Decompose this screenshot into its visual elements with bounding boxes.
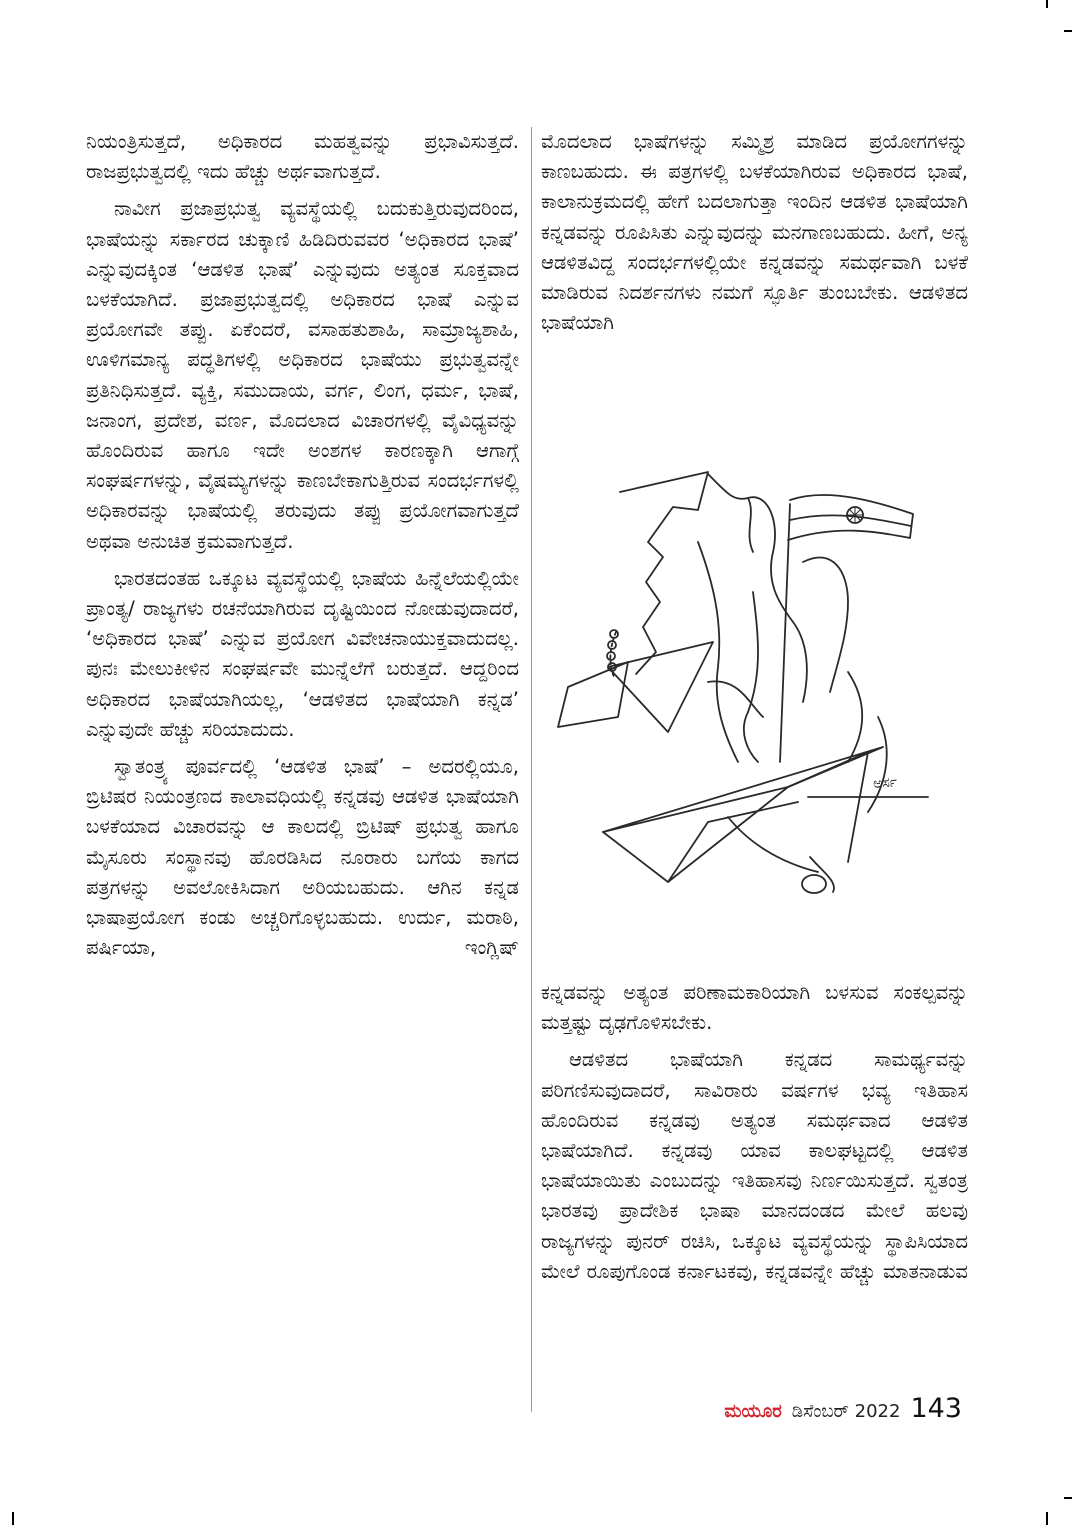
paragraph: ಭಾರತದಂತಹ ಒಕ್ಕೂಟ ವ್ಯವಸ್ಥೆಯಲ್ಲಿ ಭಾಷೆಯ ಹಿನ್ನೆಲೆಯಲ್ಲಿಯೇ ಪ್ರಾಂತ್ಯ/ ರಾಜ್ಯಗಳು ರಚನೆಯಾಗಿರುವ ದೃಷ್ಟಿಯಿಂದ ನೋಡುವುದಾದರೆ, ‘ಅಧಿಕಾರದ ಭಾಷೆ’ ಎನ್ನುವ ಪ್ರಯೋಗ ವಿವೇಚನಾಯುಕ್ತವಾದುದಲ್ಲ. ಪುನಃ ಮೇಲುಕೀಳಿನ ಸಂಘರ್ಷವೇ ಮುನ್ನೆಲೆಗೆ ಬರುತ್ತದೆ. ಆದ್ದರಿಂದ ಅಧಿಕಾರದ ಭಾಷೆಯಾಗಿಯಲ್ಲ, ‘ಆಡಳಿತದ ಭಾಷೆಯಾಗಿ ಕನ್ನಡ’ ಎನ್ನುವುದೇ ಹೆಚ್ಚು ಸರಿಯಾದುದು. [86, 566, 519, 741]
paragraph: ಕನ್ನಡವನ್ನು ಅತ್ಯಂತ ಪರಿಣಾಮಕಾರಿಯಾಗಿ ಬಳಸುವ ಸಂಕಲ್ಪವನ್ನು ಮತ್ತಷ್ಟು ದೃಢಗೊಳಿಸಬೇಕು. [541, 981, 968, 1035]
article-column-right-bottom [541, 978, 968, 1287]
page-number: 143 [910, 1393, 962, 1424]
issue-date: ಡಿಸೆಂಬರ್ 2022 [791, 1401, 901, 1422]
crop-mark [1046, 0, 1048, 8]
flag-pole [780, 504, 790, 762]
crop-mark [1064, 30, 1072, 32]
crop-mark [1064, 1497, 1072, 1499]
article-column-left [86, 127, 519, 963]
paragraph: ಮೊದಲಾದ ಭಾಷೆಗಳನ್ನು ಸಮ್ಮಿಶ್ರ ಮಾಡಿದ ಪ್ರಯೋಗಗಳನ್ನು ಕಾಣಬಹುದು. ಈ ಪತ್ರಗಳಲ್ಲಿ ಬಳಕೆಯಾಗಿರುವ ಅಧಿಕಾರದ ಭಾಷೆ, ಕಾಲಾನುಕ್ರಮದಲ್ಲಿ ಹೇಗೆ ಬದಲಾಗುತ್ತಾ ಇಂದಿನ ಆಡಳಿತ ಭಾಷೆಯಾಗಿ ಕನ್ನಡವನ್ನು ರೂಪಿಸಿತು ಎನ್ನುವುದನ್ನು ಮನಗಾಣಬಹುದು. ಹೀಗೆ, ಅನ್ಯ ಆಡಳಿತವಿದ್ದ ಸಂದರ್ಭಗಳಲ್ಲಿಯೇ ಕನ್ನಡವನ್ನು ಸಮರ್ಥವಾಗಿ ಬಳಕೆ ಮಾಡಿರುವ ನಿದರ್ಶನಗಳು ನಮಗೆ ಸ್ಫೂರ್ತಿ ತುಂಬಬೇಕು. ಆಡಳಿತದ ಭಾಷೆಯಾಗಿ [541, 130, 968, 335]
paragraph: ಆಡಳಿತದ ಭಾಷೆಯಾಗಿ ಕನ್ನಡದ ಸಾಮರ್ಥ್ಯವನ್ನು ಪರಿಗಣಿಸುವುದಾದರೆ, ಸಾವಿರಾರು ವರ್ಷಗಳ ಭವ್ಯ ಇತಿಹಾಸ ಹೊಂದಿರುವ ಕನ್ನಡವು ಅತ್ಯಂತ ಸಮರ್ಥವಾದ ಆಡಳಿತ ಭಾಷೆಯಾಗಿದೆ. ಕನ್ನಡವು ಯಾವ ಕಾಲಘಟ್ಟದಲ್ಲಿ ಆಡಳಿತ ಭಾಷೆಯಾಯಿತು ಎಂಬುದನ್ನು ಇತಿಹಾಸವು ನಿರ್ಣಯಿಸುತ್ತದೆ. ಸ್ವತಂತ್ರ ಭಾರತವು ಪ್ರಾದೇಶಿಕ ಭಾಷಾ ಮಾನದಂಡದ ಮೇಲೆ ಹಲವು ರಾಜ್ಯಗಳನ್ನು ಪುನರ್ ರಚಿಸಿ, ಒಕ್ಕೂಟ ವ್ಯವಸ್ಥೆಯನ್ನು ಸ್ಥಾಪಿಸಿಯಾದ ಮೇಲೆ ರೂಪುಗೊಂಡ ಕರ್ನಾಟಕವು, ಕನ್ನಡವನ್ನೇ ಹೆಚ್ಚು ಮಾತನಾಡುವ [541, 1048, 968, 1283]
paper-plane [603, 747, 883, 832]
article-column-right-top [541, 127, 968, 338]
sketch-outline [620, 472, 708, 674]
artist-signature: ಅರ್ಸ [872, 774, 898, 793]
paragraph: ನಾವೀಗ ಪ್ರಜಾಪ್ರಭುತ್ವ ವ್ಯವಸ್ಥೆಯಲ್ಲಿ ಬದುಕುತ್ತಿರುವುದರಿಂದ, ಭಾಷೆಯನ್ನು ಸರ್ಕಾರದ ಚುಕ್ಕಾಣಿ ಹಿಡಿದಿರುವವರ ‘ಅಧಿಕಾರದ ಭಾಷೆ’ ಎನ್ನುವುದಕ್ಕಿಂತ ‘ಆಡಳಿತ ಭಾಷೆ’ ಎನ್ನುವುದು ಅತ್ಯಂತ ಸೂಕ್ತವಾದ ಬಳಕೆಯಾಗಿದೆ. ಪ್ರಜಾಪ್ರಭುತ್ವದಲ್ಲಿ ಅಧಿಕಾರದ ಭಾಷೆ ಎನ್ನುವ ಪ್ರಯೋಗವೇ ತಪ್ಪು. ಏಕೆಂದರೆ, ವಸಾಹತುಶಾಹಿ, ಸಾಮ್ರಾಜ್ಯಶಾಹಿ, ಊಳಿಗಮಾನ್ಯ ಪದ್ಧತಿಗಳಲ್ಲಿ ಅಧಿಕಾರದ ಭಾಷೆಯು ಪ್ರಭುತ್ವವನ್ನೇ ಪ್ರತಿನಿಧಿಸುತ್ತದೆ. ವ್ಯಕ್ತಿ, ಸಮುದಾಯ, ವರ್ಗ, ಲಿಂಗ, ಧರ್ಮ, ಭಾಷೆ, ಜನಾಂಗ, ಪ್ರದೇಶ, ವರ್ಣ, ಮೊದಲಾದ ವಿಚಾರಗಳಲ್ಲಿ ವೈವಿಧ್ಯವನ್ನು ಹೊಂದಿರುವ ಹಾಗೂ ಇದೇ ಅಂಶಗಳ ಕಾರಣಕ್ಕಾಗಿ ಆಗಾಗ್ಗೆ ಸಂಘರ್ಷಗಳನ್ನು, ವೈಷಮ್ಯಗಳನ್ನು ಕಾಣಬೇಕಾಗುತ್ತಿರುವ ಸಂದರ್ಭಗಳಲ್ಲಿ ಅಧಿಕಾರವನ್ನು ಭಾಷೆಯಲ್ಲಿ ತರುವುದು ತಪ್ಪು ಪ್ರಯೋಗವಾಗುತ್ತದೆ ಅಥವಾ ಅನುಚಿತ ಕ್ರಮವಾಗುತ್ತದೆ. [86, 197, 519, 553]
column-divider [531, 127, 532, 1412]
paragraph: ನಿಯಂತ್ರಿಸುತ್ತದೆ, ಅಧಿಕಾರದ ಮಹತ್ವವನ್ನು ಪ್ರಭಾವಿಸುತ್ತದೆ. ರಾಜಪ್ರಭುತ್ವದಲ್ಲಿ ಇದು ಹೆಚ್ಚು ಅರ್ಥವಾಗುತ್ತದೆ. [86, 130, 519, 184]
crop-mark [1046, 1512, 1048, 1525]
crop-mark [12, 1512, 14, 1525]
page-footer [724, 1393, 962, 1427]
magazine-name: ಮಯೂರ [724, 1401, 782, 1422]
freedom-fighter-sketch [548, 462, 958, 962]
paragraph: ಸ್ವಾತಂತ್ರ್ಯ ಪೂರ್ವದಲ್ಲಿ ‘ಆಡಳಿತ ಭಾಷೆ’ – ಅದರಲ್ಲಿಯೂ, ಬ್ರಿಟಿಷರ ನಿಯಂತ್ರಣದ ಕಾಲಾವಧಿಯಲ್ಲಿ ಕನ್ನಡವು ಆಡಳಿತ ಭಾಷೆಯಾಗಿ ಬಳಕೆಯಾದ ವಿಚಾರವನ್ನು ಆ ಕಾಲದಲ್ಲಿ ಬ್ರಿಟಿಷ್ ಪ್ರಭುತ್ವ ಹಾಗೂ ಮೈಸೂರು ಸಂಸ್ಥಾನವು ಹೊರಡಿಸಿದ ನೂರಾರು ಬಗೆಯ ಕಾಗದ ಪತ್ರಗಳನ್ನು ಅವಲೋಕಿಸಿದಾಗ ಅರಿಯಬಹುದು. ಆಗಿನ ಕನ್ನಡ ಭಾಷಾಪ್ರಯೋಗ ಕಂಡು ಅಚ್ಚರಿಗೊಳ್ಳಬಹುದು. ಉರ್ದು, ಮರಾಠಿ, ಪರ್ಷಿಯಾ, ಇಂಗ್ಲಿಷ್ [86, 755, 519, 960]
